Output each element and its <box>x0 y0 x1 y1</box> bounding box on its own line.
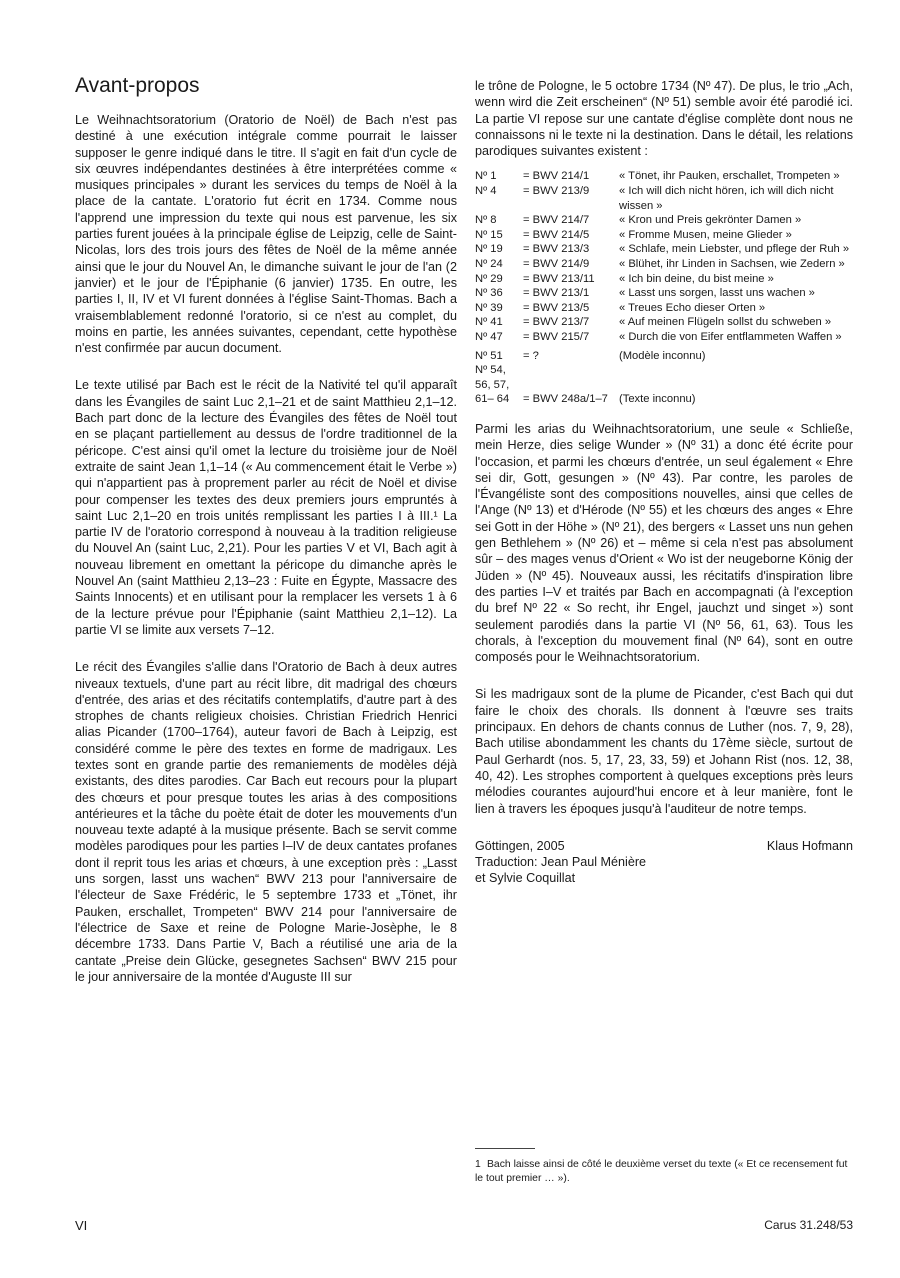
paragraph: Si les madrigaux sont de la plume de Picander, c'est Bach qui dut faire le choix des chorals. Ils donnent à l'œuvre ses traits principaux. En dehors de chants connus de Luther (nos. 7, 9, 28), Bach utilise abondamment les chants du 17ème siècle, surtout de Paul Gerhardt (nos. 5, 17, 23, 33, 59) et Johann Rist (nos. 12, 38, 40, 42). Les strophes comportent à quelques exceptions près leurs mélodies courantes aujourd'hui encore et à leur manière, font le lien à travers les époques jusqu'à l'auditeur de notre temps. <box>475 687 853 816</box>
table-row: Nº 19 = BWV 213/3 « Schlafe, mein Liebster, und pflege der Ruh » <box>475 243 850 256</box>
table-row: Nº 24 = BWV 214/9 « Blühet, ihr Linden in Sachsen, wie Zedern » <box>475 258 845 271</box>
author: Klaus Hofmann <box>766 838 853 853</box>
table-row: Nº 36 = BWV 213/1 « Lasst uns sorgen, lasst uns wachen » <box>475 287 815 300</box>
table-row: 56, 57, <box>475 378 510 391</box>
table-row: Nº 41 = BWV 213/7 « Auf meinen Flügeln sollst du schweben » <box>475 316 832 329</box>
paragraph: Le Weihnachtsoratorium (Oratorio de Noël) de Bach n'est pas destiné à une exécution intégrale comme pourrait le laisser supposer le genre indiqué dans le titre. Il s'agit en fait d'un cycle de six œuvres indépendantes destinées à être interprétées comme « musiques principales » durant les services du temps de Noël à la place de la cantate. L'oratorio fut écrit en 1734. Comme nous l'apprend une impression du texte qui nous est parvenue, les six parties furent jouées à la principale église de Leipzig, celle de Saint-Nicolas, lors des trois jours des fêtes de Noël de la même année ainsi que le jour du Nouvel An, le dimanche suivant le jour de l'an (2 janvier) et le jour de l'Épiphanie (6 janvier) 1735. En outre, les parties I, II, IV et VI furent données à l'église Saint-Thomas. Bach a vraisemblablement redonné l'oratorio, si ce n'est au complet, du moins en partie, les années suivantes, cependant, cette hypothèse n'est confirmée par aucun document. <box>75 113 457 356</box>
catalog-number: Carus 31.248/53 <box>764 1218 853 1232</box>
paragraph: Parmi les arias du Weihnachtsoratorium, une seule « Schließe, mein Herze, dies selige Wunder » (Nº 31) a donc été écrite pour l'occasion, et parmi les chœurs d'entrée, un seul également « Ehre sei dir, Gott, gesungen » (Nº 43). Par contre, les paroles de l'Évangéliste sont des compositions nouvelles, ainsi que celles de l'Ange (Nº 13) et d'Hérode (Nº 55) et les chœurs des anges « Ehre sei Gott in der Höhe » (Nº 21), des bergers « Lasset uns nun gehen gen Bethlehem » (Nº 26) et – même si cela n'est pas absolument sûr – des mages venus d'Orient « Wo ist der neugeborne König der Jüden » (Nº 45). Nouveaux aussi, les récitatifs d'inspiration libre des parties I–V et traités par Bach en accompagnati (à l'exception du bref Nº 22 « So recht, ihr Engel, jauchzt und singet ») sont seulement parodiés dans la partie VI (Nº 56, 61, 63). Tous les chorals, à l'exception du mouvement final (Nº 64), sont en outre composés pour le Weihnachtsoratorium. <box>475 421 853 665</box>
paragraph: Le texte utilisé par Bach est le récit de la Nativité tel qu'il apparaît dans les Évangiles de saint Luc 2,1–21 et de saint Matthieu 2,1–12. Bach part donc de la lecture des Évangiles des fêtes de Noël tout en se plaçant partiellement au dessus de l'ordre traditionnel de la péricope. C'est ainsi qu'il omet la lecture du troisième jour de Noël extraite de saint Jean 1,1–14 (« Au commencement était le Verbe ») qui n'appartient pas à proprement parler au récit de Noël et divise pour compenser les textes des deux premiers jours empruntés à saint Luc 2,1–20 en trois unités remplissant les parties I à III.¹ La partie IV de l'oratorio correspond à nouveau à la tradition religieuse du Nouvel An (saint Luc, 2,21). Pour les parties V et VI, Bach agit à nouveau librement en omettant la péricope du dimanche après le Nouvel An (saint Matthieu 2,13–23 : Fuite en Égypte, Massacre des Saints Innocents) et en utilisant pour la remplacer les versets 1 à 6 de la lecture prévue pour l'Épiphanie (saint Matthieu 2,1–12). La partie VI se limite aux versets 7–12. <box>75 378 457 637</box>
paragraph: le trône de Pologne, le 5 octobre 1734 (Nº 47). De plus, le trio „Ach, wenn wird die Zeit erscheinen“ (Nº 51) semble avoir été parodié ici. La partie VI repose sur une cantate d'église complète dont nous ne connaissons ni le texte ni la destination. Dans le détail, les relations parodiques suivantes existent : <box>475 79 853 159</box>
table-row: Nº 54, <box>475 364 506 377</box>
page-number: VI <box>75 1218 88 1233</box>
page-title: Avant-propos <box>75 74 200 97</box>
parody-table <box>475 169 853 407</box>
left-column <box>75 74 457 985</box>
table-row: Nº 15 = BWV 214/5 « Fromme Musen, meine Glieder » <box>475 228 792 241</box>
footnote-text: Bach laisse ainsi de côté le deuxième verset du texte (« Et ce recensement fut le tout premier … »). <box>475 1159 848 1184</box>
footnote-rule <box>475 1148 535 1149</box>
footnote <box>475 1158 853 1186</box>
table-row: Nº 29 = BWV 213/11 « Ich bin deine, du bist meine » <box>475 272 774 285</box>
right-column <box>475 78 853 887</box>
table-row: Nº 51 = ? (Modèle inconnu) <box>475 349 706 362</box>
translation-credit: et Sylvie Coquillat <box>475 871 576 886</box>
place-date: Göttingen, 2005 <box>475 838 565 853</box>
table-row: Nº 47 = BWV 215/7 « Durch die von Eifer entflammeten Waffen » <box>475 331 842 344</box>
paragraph: Le récit des Évangiles s'allie dans l'Oratorio de Bach à deux autres niveaux textuels, d'une part au récit libre, dit madrigal des chœurs d'entrée, des arias et des récitatifs contemplatifs, d'autre part à des strophes de chants religieux choisies. Christian Friedrich Henrici alias Picander (1700–1764), auteur favori de Bach à Leipzig, est considéré comme le père des textes en forme de madrigaux. Les textes sont en grande partie des remaniements de modèles déjà existants, des dites parodies. Car Bach eut recours pour la plupart des chœurs et pour presque toutes les arias à des compositions antérieures et la tâche du poète était de doter les mouvements d'un nouveau texte adapté à la musique présente. Bach se servit comme modèles parodiques pour les parties I–IV de deux cantates profanes dont il reprit tous les arias et chœurs, à une exception près : „Lasst uns sorgen, lasst uns wachen“ BWV 213 pour l'anniversaire de l'électeur de Saxe Frédéric, le 5 septembre 1733 et „Tönet, ihr Pauken, erschallet, Trompeten“ BWV 214 pour l'anniversaire de l'électrice de Saxe et reine de Pologne Marie-Josèphe, le 8 décembre 1733. Dans Partie V, Bach a réutilisé une aria de la cantate „Preise dein Glücke, gesegnetes Sachsen“ BWV 215 pour le jour anniversaire de la montée d'Auguste III sur <box>75 660 457 984</box>
table-row: Nº 1 = BWV 214/1 « Tönet, ihr Pauken, erschallet, Trompeten » <box>475 170 840 183</box>
table-row: Nº 39 = BWV 213/5 « Treues Echo dieser Orten » <box>475 301 766 314</box>
translation-credit: Traduction: Jean Paul Ménière <box>475 855 647 870</box>
table-row: Nº 8 = BWV 214/7 « Kron und Preis gekrönter Damen » <box>475 214 802 227</box>
footnote-number: 1 <box>475 1159 481 1170</box>
table-row: Nº 4 = BWV 213/9 « Ich will dich nicht hören, ich will dich nicht wissen » <box>475 185 834 212</box>
table-row: 61– 64 = BWV 248a/1–7 (Texte inconnu) <box>475 393 696 406</box>
signature-block <box>475 838 853 887</box>
